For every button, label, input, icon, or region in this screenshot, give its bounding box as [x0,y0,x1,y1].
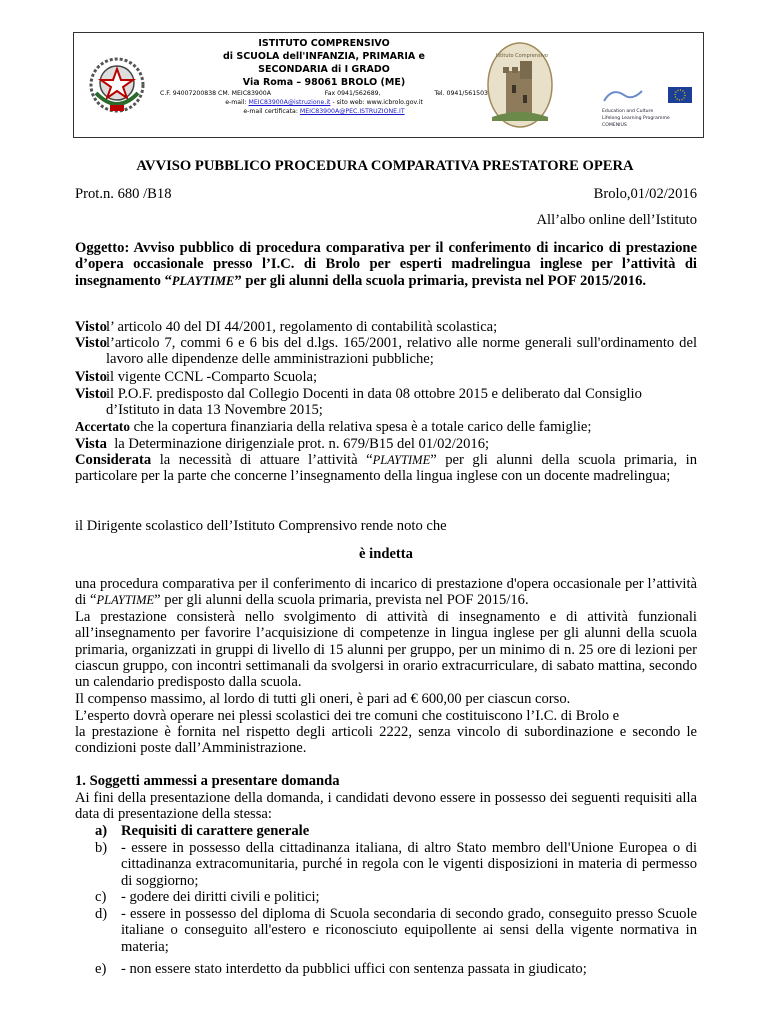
premessa-text-6: la Determinazione dirigenziale prot. n. 679/B15 del 01/02/2016; [114,436,490,452]
protocol-number: Prot.n. 680 /B18 [75,186,172,202]
premessa-kw-2: Visto [75,335,107,351]
premessa-accertato [75,419,697,435]
requisito-text-d: - essere in possesso del diploma di Scuola secondaria di secondo grado, conseguito presso Scuole italiane o conseguito all'estero e riconosciuto equipollente ai sensi della vigente normativa in materia; [121,906,697,955]
requisito-letter-a: a) [95,823,108,839]
premessa-text-2: l’articolo 7, commi 6 e 6 bis del d.lgs. 165/2001, relativo alle norme generali sull'ordinamento del lavoro alle dipendenze delle amministrazioni pubbliche; [106,335,697,368]
subject-paragraph [75,240,697,289]
body-paragraph-4: L’esperto dovrà operare nei plessi scolastici dei tre comuni che costituiscono l’I.C. di Brolo e [75,708,620,724]
school-pec [154,107,494,116]
dirigente-statement: il Dirigente scolastico dell’Istituto Comprensivo rende noto che [75,518,447,534]
premessa-kw-6: Vista [75,436,107,452]
school-name-line1: ISTITUTO COMPRENSIVO [258,38,390,49]
school-address: Via Roma – 98061 BROLO (ME) [242,77,406,88]
eu-text-2: Lifelong Learning Programme [602,116,670,121]
premessa-text-5: che la copertura finanziaria della relativa spesa è a totale carico delle famiglie; [133,419,592,435]
section-1-title: 1. Soggetti ammessi a presentare domanda [75,773,340,789]
school-info [154,37,494,116]
eu-flag-icon [602,85,694,105]
premessa-text-1: l’ articolo 40 del DI 44/2001, regolamento di contabilità scolastica; [106,319,498,335]
requisito-letter-d: d) [95,906,108,922]
document-date: Brolo,01/02/2016 [593,186,697,202]
body1-part1: una procedura comparativa per il conferimento di incarico di prestazione d'opera occasionale per l’attività di “ [75,576,697,609]
body-paragraph-5: la prestazione è fornita nel rispetto degli articoli 2222, senza vincolo di subordinazione e secondo le condizioni poste dall’Amministrazione. [75,724,697,757]
premessa-text-4: il P.O.F. predisposto dal Collegio Docenti in data 08 ottobre 2015 e deliberato dal Consiglio d’Istituto in data 13 Novembre 2015; [106,386,642,419]
pec-link[interactable]: MEIC83900A@PEC.ISTRUZIONE.IT [299,108,405,115]
eu-text-3: COMENIUS [602,123,627,128]
body1-playtime: PLAYTIME [96,593,155,608]
premessa-kw-1: Visto [75,319,107,335]
eu-text-1: Education and Culture [602,109,654,114]
tax-code: C.F. 94007200838 CM. MEIC83900A [160,90,271,97]
subject-part2: ” per gli alunni della scuola primaria, prevista nel POF 2015/2016. [234,272,647,289]
considerata-paragraph [75,452,697,485]
considerata-part1: la necessità di attuare l’attività “ [159,452,373,468]
premessa-text-3: il vigente CCNL -Comparto Scuola; [106,369,318,385]
body-paragraph-2: La prestazione consisterà nello svolgimento di attività di insegnamento e di attività funzionali all’insegnamento per favorire l’acquisizione di competenze in lingua inglese per gli alunni della scuola primaria, organizzati in gruppi di livello di 15 alunni per gruppo, per un minimo di n. 25 ore di lezioni per ciascun gruppo, con incontri settimanali da svolgersi in orario extracurriculare, di sabato mattina, secondo un calendario predisposto dalla scuola. [75,609,697,691]
school-name-line2: di SCUOLA dell'INFANZIA, PRIMARIA e [223,51,425,62]
requisito-letter-c: c) [95,889,107,905]
subject-part1: Oggetto: Avviso pubblico di procedura comparativa per il conferimento di incarico di prestazione d’opera occasionale presso l’I.C. di Brolo per esperti madrelingua inglese per l’attività di insegnamento “ [75,240,697,289]
italian-republic-emblem-icon [88,53,146,117]
body1-part2: ” per gli alunni della scuola primaria, prevista nel POF 2015/16. [154,592,529,609]
considerata-playtime: PLAYTIME [372,453,431,467]
school-codes [154,89,494,98]
considerata-kw: Considerata [75,452,152,468]
requisito-text-e: - non essere stato interdetto da pubblici uffici con sentenza passata in giudicato; [121,961,587,977]
premessa-vista [75,436,697,452]
requisito-text-b: - essere in possesso della cittadinanza italiana, di altro Stato membro dell'Unione Europea o di cittadinanza extracomunitaria, purché in regola con le vigenti disposizioni in materia di permesso di soggiorno; [121,840,697,889]
premessa-kw-5: Accertato [75,419,130,434]
body-paragraph-1 [75,576,697,609]
school-contacts [154,98,494,107]
albo-recipient: All’albo online dell’Istituto [536,212,697,228]
subject-playtime: PLAYTIME [171,273,235,288]
eu-programme-logo [602,83,694,135]
premessa-kw-3: Visto [75,369,107,385]
castle-logo-text: Istituto Comprensivo [496,53,548,59]
considerata-part2: ” per gli alunni della scuola primaria, in particolare per la parte che concerne l’insegnamento della lingua inglese con un docente madrelingua; [75,452,698,485]
requisito-text-a: Requisiti di carattere generale [121,823,310,839]
phone-number: Tel. 0941/561503 [434,90,488,97]
body-paragraph-3: Il compenso massimo, al lordo di tutti gli oneri, è pari ad € 600,00 per ciascun corso. [75,691,571,707]
pec-label: e-mail certificata: [243,108,298,115]
email-label: e-mail: [225,99,247,106]
requisito-letter-b: b) [95,840,108,856]
website-text: - sito web: www.icbrolo.gov.it [332,99,423,106]
letterhead [73,32,704,138]
indetta-heading: è indetta [359,546,413,562]
school-castle-logo-icon [486,41,554,129]
requisito-letter-e: e) [95,961,107,977]
school-name-line3: SECONDARIA di I GRADO [258,64,390,75]
email-link[interactable]: MEIC83900A@istruzione.it [248,99,331,106]
fax-number: Fax 0941/562689, [324,90,381,97]
document-title: AVVISO PUBBLICO PROCEDURA COMPARATIVA PRESTATORE OPERA [136,158,634,174]
premessa-kw-4: Visto [75,386,107,402]
section-1-intro: Ai fini della presentazione della domanda, i candidati devono essere in possesso dei seguenti requisiti alla data di presentazione della stessa: [75,790,697,823]
requisito-text-c: - godere dei diritti civili e politici; [121,889,320,905]
